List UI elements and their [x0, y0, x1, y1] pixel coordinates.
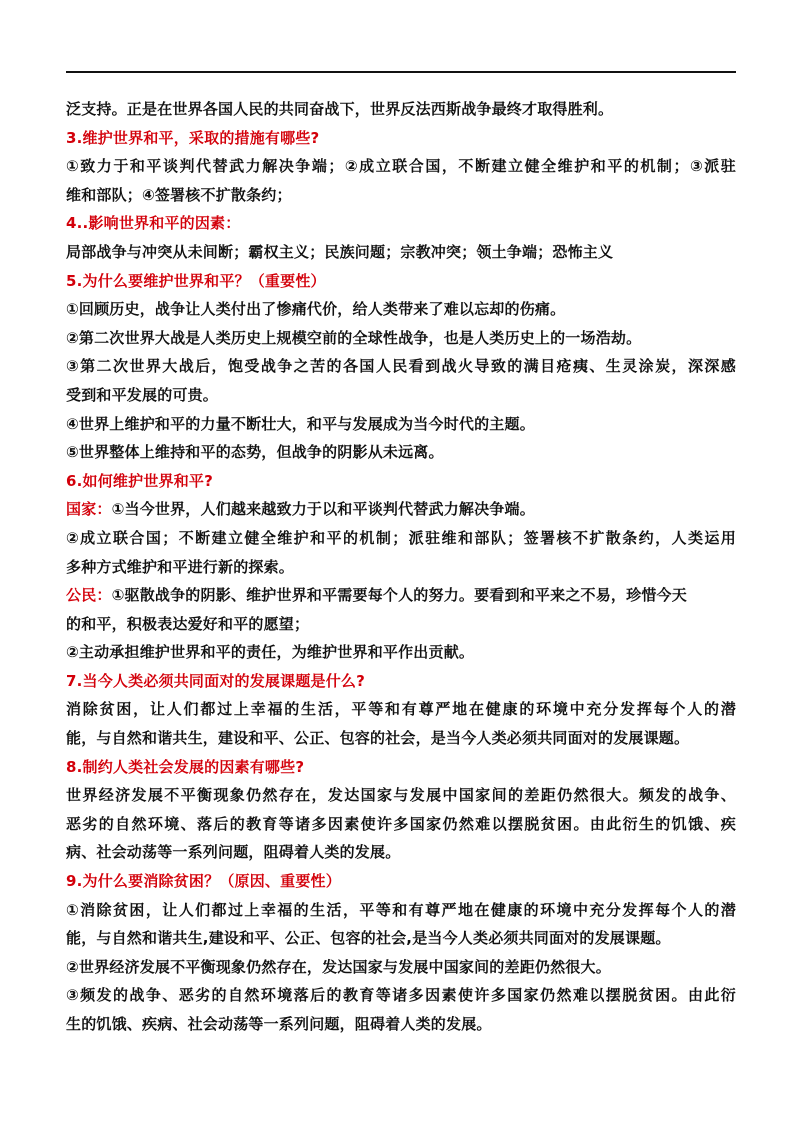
section-8-line-1: 世界经济发展不平衡现象仍然存在，发达国家与发展中国家间的差距仍然很大。频发的战争、 [66, 786, 736, 805]
section-6-state-line-2: ②成立联合国；不断建立健全维护和平的机制；派驻维和部队；签署核不扩散条约，人类运用 [66, 528, 736, 547]
section-7-line-2: 能，与自然和谐共生，建设和平、公正、包容的社会，是当今人类必须共同面对的发展课题。 [66, 729, 690, 748]
section-5-line-5: ④世界上维护和平的力量不断壮大，和平与发展成为当今时代的主题。 [66, 414, 535, 433]
citizen-label: 公民： [66, 586, 112, 605]
section-3-heading: 3.维护世界和平，采取的措施有哪些? [66, 128, 320, 147]
section-6-citizen-line-2: 的和平，积极表达爱好和平的愿望； [66, 614, 310, 633]
top-divider [66, 71, 736, 73]
state-text-1: ①当今世界，人们越来越致力于以和平谈判代替武力解决争端。 [111, 500, 535, 519]
section-6-heading: 6.如何维护世界和平? [66, 471, 214, 490]
section-5-line-2: ②第二次世界大战是人类历史上规模空前的全球性战争，也是人类历史上的一场浩劫。 [66, 328, 642, 347]
section-9-line-2: 能，与自然和谐共生,建设和平、公正、包容的社会,是当今人类必须共同面对的发展课题。 [66, 929, 671, 948]
section-8-heading: 8.制约人类社会发展的因素有哪些? [66, 757, 305, 776]
section-9-line-4: ③频发的战争、恶劣的自然环境落后的教育等诸多因素使许多国家仍然难以摆脱贫困。由此衍 [66, 986, 736, 1005]
section-8-line-3: 病、社会动荡等一系列问题，阻碍着人类的发展。 [66, 843, 401, 862]
section-5-line-4: 受到和平发展的可贵。 [66, 385, 219, 404]
section-6-citizen-line-1 [66, 581, 736, 610]
citizen-text-1: ①驱散战争的阴影、维护世界和平需要每个人的努力。要看到和平来之不易，珍惜今天 [111, 586, 687, 605]
state-label: 国家： [66, 500, 112, 519]
section-6-citizen-line-3: ②主动承担维护世界和平的责任，为维护世界和平作出贡献。 [66, 643, 475, 662]
section-4-line-1: 局部战争与冲突从未间断；霸权主义；民族问题；宗教冲突；领土争端；恐怖主义 [66, 242, 614, 261]
section-6-state-line-1 [66, 495, 736, 524]
section-5-heading: 5.为什么要维护世界和平？（重要性） [66, 271, 326, 290]
section-3-line-2: 维和部队；④签署核不扩散条约； [66, 185, 292, 204]
document-page [66, 0, 736, 1132]
document-content [66, 95, 736, 1039]
section-9-line-1: ①消除贫困，让人们都过上幸福的生活，平等和有尊严地在健康的环境中充分发挥每个人的潜 [66, 900, 736, 919]
section-6-state-line-3: 多种方式维护和平进行新的探索。 [66, 557, 295, 576]
section-7-heading: 7.当今人类必须共同面对的发展课题是什么? [66, 671, 366, 690]
section-5-line-6: ⑤世界整体上维持和平的态势，但战争的阴影从未远离。 [66, 443, 444, 462]
intro-line: 泛支持。正是在世界各国人民的共同奋战下，世界反法西斯战争最终才取得胜利。 [66, 100, 614, 118]
section-5-line-1: ①回顾历史，战争让人类付出了惨痛代价，给人类带来了难以忘却的伤痛。 [66, 300, 566, 319]
section-9-line-5: 生的饥饿、疾病、社会动荡等一系列问题，阻碍着人类的发展。 [66, 1015, 492, 1033]
section-3-line-1: ①致力于和平谈判代替武力解决争端；②成立联合国，不断建立健全维护和平的机制；③派驻 [66, 157, 736, 176]
section-8-line-2: 恶劣的自然环境、落后的教育等诸多因素使许多国家仍然难以摆脱贫困。由此衍生的饥饿、疾 [66, 814, 736, 833]
section-4-heading: 4..影响世界和平的因素： [66, 214, 241, 233]
section-5-line-3: ③第二次世界大战后，饱受战争之苦的各国人民看到战火导致的满目疮痍、生灵涂炭，深深感 [66, 357, 736, 376]
section-9-line-3: ②世界经济发展不平衡现象仍然存在，发达国家与发展中国家间的差距仍然很大。 [66, 957, 611, 976]
section-7-line-1: 消除贫困，让人们都过上幸福的生活，平等和有尊严地在健康的环境中充分发挥每个人的潜 [66, 700, 736, 719]
section-9-heading: 9.为什么要消除贫困？（原因、重要性） [66, 872, 341, 891]
